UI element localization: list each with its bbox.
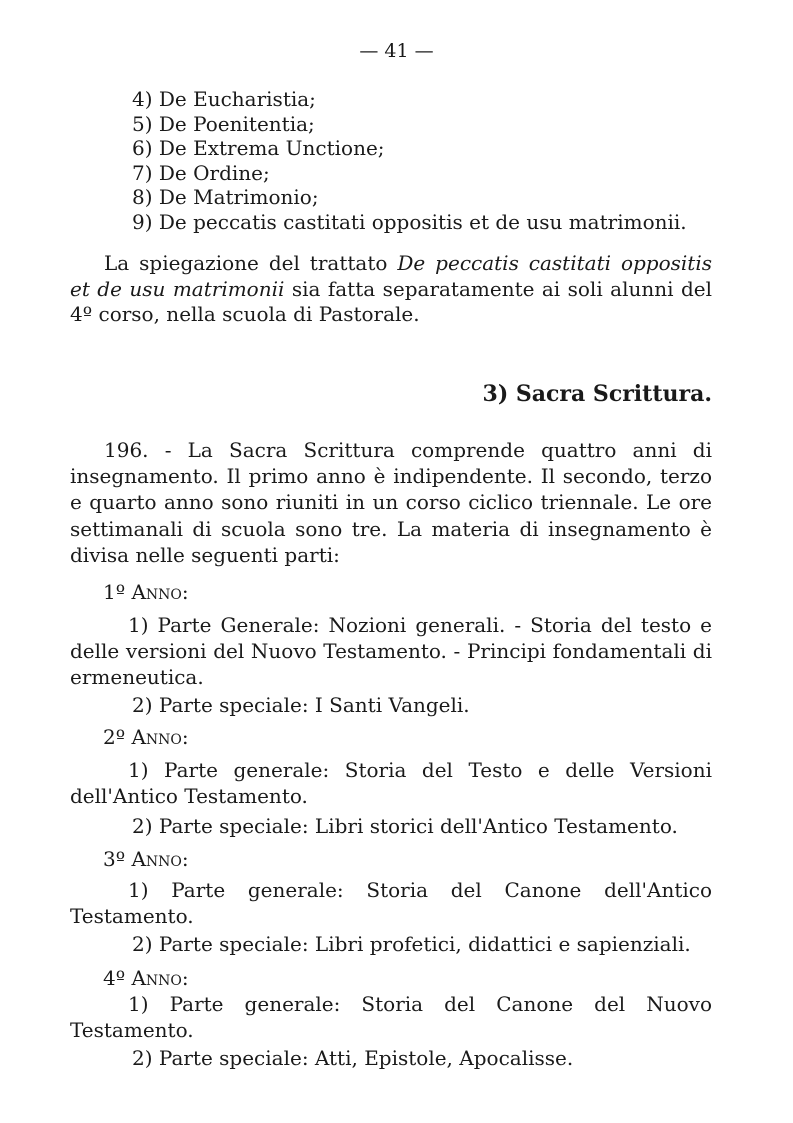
note-italic-title: De peccatis castitati oppositis et de usu matrimonii [70,251,713,301]
year-item: 1) Parte Generale: Nozioni generali. - Storia del testo e delle versioni del Nuovo Testamento. - Principi fondamentali di ermeneutica. [70,613,712,689]
treatise-item: 5) De Poenitentia; [132,111,315,136]
treatise-item: 4) De Eucharistia; [132,87,316,111]
year-item: 2) Parte speciale: Libri profetici, didattici e sapienziali. [132,932,691,956]
year-item: 1) Parte generale: Storia del Testo e delle Versioni dell'Antico Testamento. [70,758,712,808]
page-number: — 41 — [359,40,434,62]
paragraph-196: 196. - La Sacra Scrittura comprende quattro anni di insegnamento. Il primo anno è indipendente. Il secondo, terzo e quarto anno sono riuniti in un corso ciclico triennale. Le ore settimanali di scuola sono tre. La materia di insegnamento è divisa nelle seguenti parti: [70,438,712,567]
year-item: 2) Parte speciale: I Santi Vangeli. [132,693,470,717]
year-item: 2) Parte speciale: Libri storici dell'Antico Testamento. [132,814,678,838]
note-text-after: sia fatta separatamente ai soli alunni del 4º corso, nella scuola di Pastorale. [70,276,712,327]
treatise-item: 7) De Ordine; [132,160,270,185]
year-label: 1º Anno: [103,580,189,604]
note-paragraph [70,251,712,328]
year-item: 1) Parte generale: Storia del Canone del Nuovo Testamento. [70,992,712,1042]
treatise-item: 9) De peccatis castitati oppositis et de usu matrimonii. [132,210,687,234]
year-label: 2º Anno: [103,725,189,749]
note-text-before: La spiegazione del trattato [104,251,398,275]
year-item: 2) Parte speciale: Atti, Epistole, Apocalisse. [132,1046,574,1070]
treatise-item: 8) De Matrimonio; [132,185,319,210]
year-item: 1) Parte generale: Storia del Canone dell'Antico Testamento. [70,878,712,928]
treatise-item: 6) De Extrema Unctione; [132,136,385,161]
year-label: 4º Anno: [103,966,189,990]
year-label: 3º Anno: [103,847,189,871]
section-title: 3) Sacra Scrittura. [482,381,712,407]
